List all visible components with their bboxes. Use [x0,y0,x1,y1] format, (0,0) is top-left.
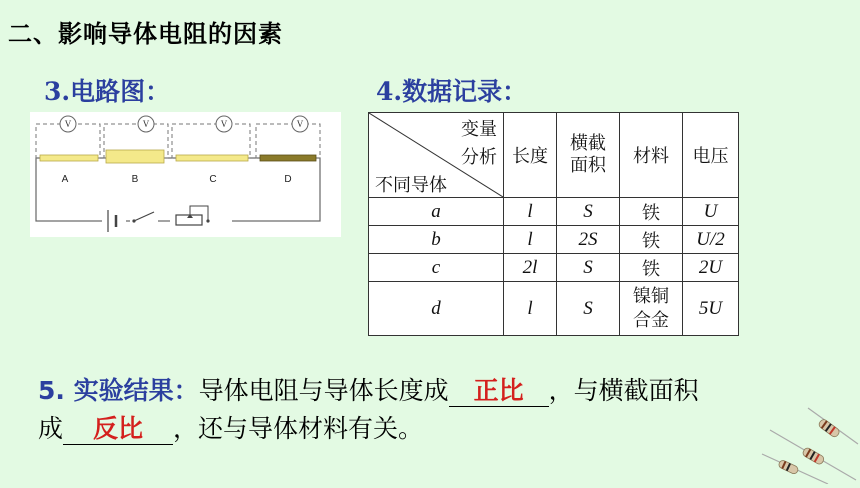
wire-d [260,155,316,161]
cell-area: S [557,282,620,336]
cell-conductor: c [369,254,504,282]
result-line-1 [38,372,699,410]
cell-conductor: d [369,282,504,336]
resistors-decoration [758,402,860,484]
voltmeter-a-label: V [64,119,72,129]
cell-length: 2l [504,254,557,282]
result-text-2: ，与横截面积 [548,376,699,405]
voltmeter-d-label: V [296,119,304,129]
cell-length: l [504,282,557,336]
answer-blank-2: 反比 [63,414,173,445]
circuit-loop [36,158,320,221]
wire-c [176,155,248,161]
cell-voltage: 5U [683,282,739,336]
circuit-svg [30,112,341,237]
wire-b-label: B [131,174,139,185]
col-header-material: 材料 [620,113,683,198]
data-heading: 4.数据记录： [376,77,528,106]
diag-label-variable: 变量 [461,119,497,140]
col-header-length: 长度 [504,113,557,198]
section-title: 二、影响导体电阻的因素 [8,20,283,48]
table-row [369,198,739,226]
wire-d-label: D [284,174,292,185]
diag-label-conductor: 不同导体 [375,175,447,196]
table-row [369,226,739,254]
data-table [368,112,739,336]
cell-material: 镍铜 合金 [620,282,683,336]
cell-material: 铁 [620,254,683,282]
cell-voltage: U/2 [683,226,739,254]
col-header-cross-section: 横截 面积 [557,113,620,198]
cell-area: S [557,198,620,226]
voltmeter-c-box [172,124,250,158]
result-text-1: 导体电阻与导体长度成 [198,376,449,405]
cell-material: 铁 [620,226,683,254]
cell-area: S [557,254,620,282]
table-header-row [369,113,739,198]
voltmeter-d-box [256,124,320,158]
wire-a-label: A [61,174,69,185]
result-text-4: ，还与导体材料有关。 [173,414,424,443]
table-row [369,254,739,282]
result-label: 5. 实验结果： [38,376,199,405]
circuit-heading: 3.电路图： [44,77,171,106]
result-paragraph [38,372,699,448]
diagonal-header-cell [369,113,504,198]
cell-voltage: 2U [683,254,739,282]
voltmeter-b-label: V [142,119,150,129]
cell-conductor: b [369,226,504,254]
cell-voltage: U [683,198,739,226]
cell-area: 2S [557,226,620,254]
col-header-voltage: 电压 [683,113,739,198]
result-text-3: 成 [38,414,64,443]
diag-label-analysis: 分析 [461,147,497,168]
table-row [369,282,739,336]
voltmeter-c-label: V [220,119,228,129]
cell-material: 铁 [620,198,683,226]
wire-c-label: C [209,174,217,185]
wire-b [106,150,164,163]
result-line-2 [38,410,699,448]
cell-conductor: a [369,198,504,226]
answer-blank-1: 正比 [449,376,549,407]
circuit-diagram [30,112,341,237]
cell-length: l [504,198,557,226]
wire-a [40,155,98,161]
cell-length: l [504,226,557,254]
